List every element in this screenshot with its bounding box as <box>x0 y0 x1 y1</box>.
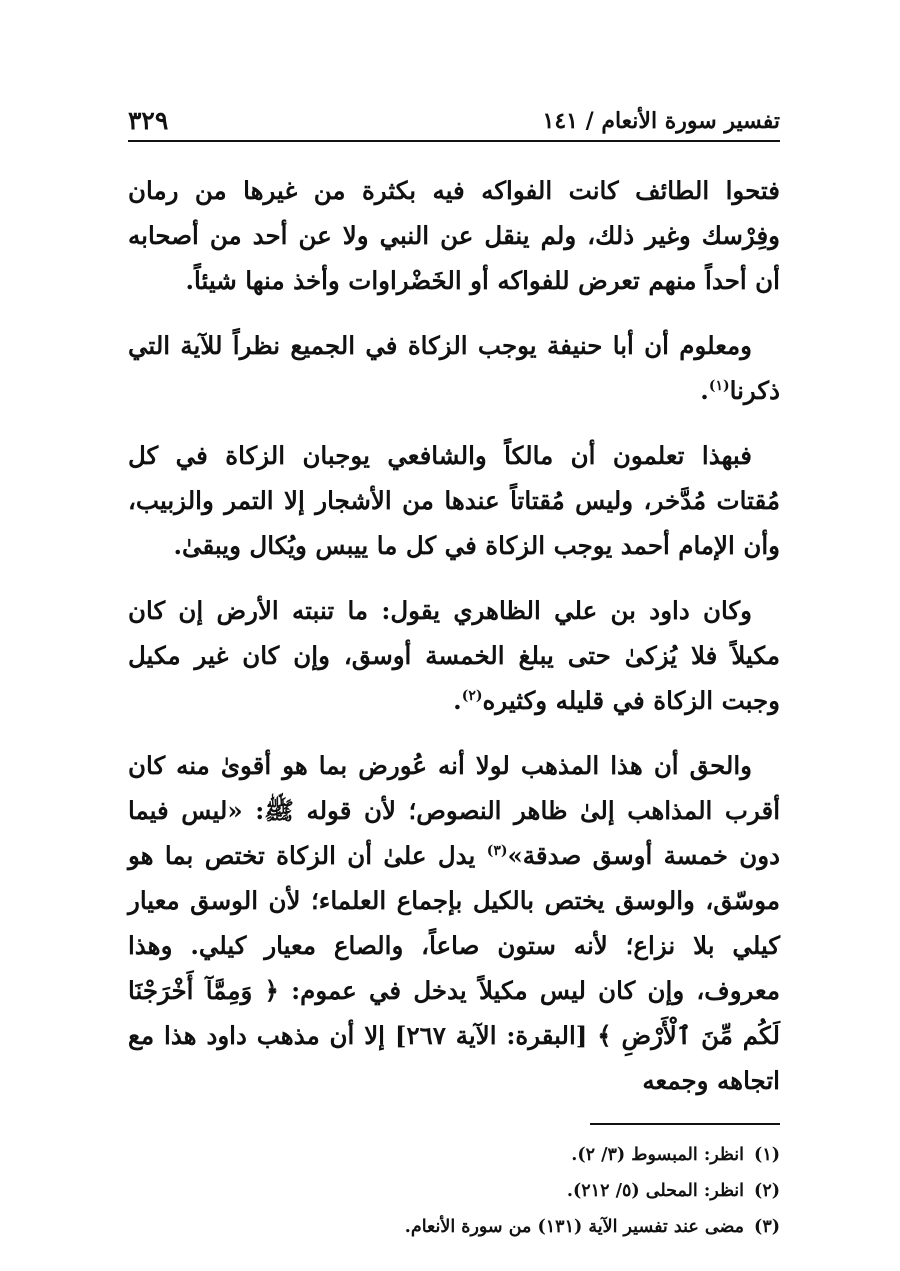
footnote-number: (١) <box>754 1145 780 1165</box>
paragraph: والحق أن هذا المذهب لولا أنه عُورض بما هو أقوىٰ منه كان أقرب المذاهب إلىٰ ظاهر النصوص؛ لأن قوله ﷺ: «ليس فيما دون خمسة أوسق صدقة»$^{(٣)}$ يدل علىٰ أن الزكاة تختص بما هو موسّق، والوسق يختص بالكيل بإجماع العلماء؛ لأن الوسق معيار كيلي بلا نزاع؛ لأنه ستون صاعاً، والصاع معيار كيلي. وهذا معروف، وإن كان ليس مكيلاً يدخل في عموم: ﴿ وَمِمَّآ أَخْرَجْنَا لَكُم مِّنَ ٱلْأَرْضِ ﴾ [البقرة: الآية ٢٦٧] إلا أن مذهب داود هذا مع اتجاهه وجمعه <box>128 751 780 1095</box>
footnote: (١)انظر: المبسوط (٣/ ٢). <box>571 1145 780 1165</box>
paragraph: ومعلوم أن أبا حنيفة يوجب الزكاة في الجميع نظراً للآية التي ذكرنا$^{(١)}$. <box>128 331 780 405</box>
footnote: (٣)مضى عند تفسير الآية (١٣١) من سورة الأنعام. <box>404 1217 780 1237</box>
footnote-marker[interactable]: (٢) <box>461 687 483 704</box>
footnote: (٢)انظر: المحلى (٥/ ٢١٢). <box>566 1181 780 1201</box>
footnote-marker[interactable]: (٣) <box>486 842 508 859</box>
paragraph: وكان داود بن علي الظاهري يقول: ما تنبته الأرض إن كان مكيلاً فلا يُزكىٰ حتى يبلغ الخمسة أوسق، وإن كان غير مكيل وجبت الزكاة في قليله وكثيره$^{(٢)}$. <box>128 596 780 715</box>
main-text <box>128 168 780 1103</box>
footnote-divider <box>590 1123 780 1125</box>
paragraph: فتحوا الطائف كانت الفواكه فيه بكثرة من غيرها من رمان وفِرْسك وغير ذلك، ولم ينقل عن النبي ولا عن أحد من أصحابه أن أحداً منهم تعرض للفواكه أو الخَضْراوات وأخذ منها شيئاً. <box>128 176 780 295</box>
footnote-number: (٣) <box>754 1217 780 1237</box>
footnote-number: (٢) <box>754 1181 780 1201</box>
page-header <box>128 100 780 142</box>
footnotes <box>128 1137 780 1245</box>
footnote-marker[interactable]: (١) <box>708 377 730 394</box>
document-page <box>128 100 780 1245</box>
running-title: تفسير سورة الأنعام / ١٤١ <box>542 108 780 134</box>
paragraph: فبهذا تعلمون أن مالكاً والشافعي يوجبان الزكاة في كل مُقتات مُدَّخر، وليس مُقتاتاً عندها من الأشجار إلا التمر والزبيب، وأن الإمام أحمد يوجب الزكاة في كل ما ييبس ويُكال ويبقىٰ. <box>128 441 780 560</box>
page-number: ٣٢٩ <box>128 106 169 135</box>
